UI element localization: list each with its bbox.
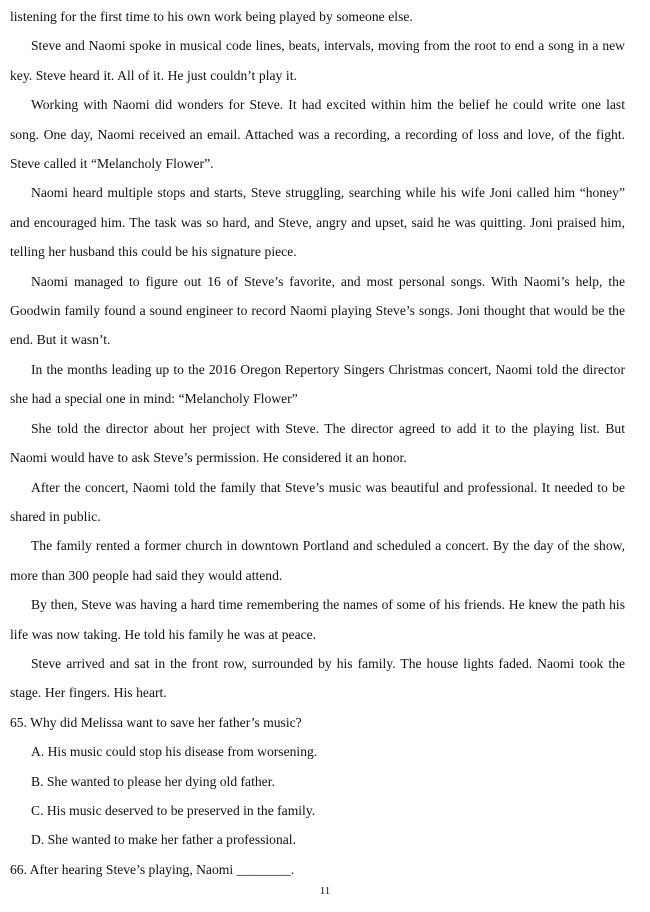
paragraph: The family rented a former church in downtown Portland and scheduled a concert. By the day of the show, more than 300 people had said they would attend. <box>10 538 625 583</box>
question-65-option-d[interactable]: D. She wanted to make her father a professional. <box>31 832 296 848</box>
paragraph: Naomi heard multiple stops and starts, Steve struggling, searching while his wife Joni called him “honey” and encouraged him. The task was so hard, and Steve, angry and upset, said he was quitting. Joni praised him, telling her husband this could be his signature piece. <box>10 185 625 260</box>
paragraph: After the concert, Naomi told the family that Steve’s music was beautiful and professional. It needed to be shared in public. <box>10 479 625 524</box>
paragraph: Naomi managed to figure out 16 of Steve’s favorite, and most personal songs. With Naomi’s help, the Goodwin family found a sound engineer to record Naomi playing Steve’s songs. Joni thought that would be the end. But it wasn’t. <box>10 273 625 348</box>
question-66-stem: 66. After hearing Steve’s playing, Naomi ________. <box>10 861 295 877</box>
question-65-option-c[interactable]: C. His music deserved to be preserved in the family. <box>31 802 316 818</box>
paragraph: In the months leading up to the 2016 Oregon Repertory Singers Christmas concert, Naomi told the director she had a special one in mind: “Melancholy Flower” <box>10 361 625 407</box>
question-65-option-b[interactable]: B. She wanted to please her dying old father. <box>31 773 275 789</box>
paragraph: She told the director about her project with Steve. The director agreed to add it to the playing list. But Naomi would have to ask Steve’s permission. He considered it an honor. <box>10 420 625 466</box>
passage-content <box>10 2 625 884</box>
question-65-option-a[interactable]: A. His music could stop his disease from worsening. <box>31 744 318 760</box>
paragraph: Steve and Naomi spoke in musical code lines, beats, intervals, moving from the root to end a song in a new key. Steve heard it. All of it. He just couldn’t play it. <box>10 38 625 83</box>
paragraph: Working with Naomi did wonders for Steve. It had excited within him the belief he could write one last song. One day, Naomi received an email. Attached was a recording, a recording of loss and love, of the fight. Steve called it “Melancholy Flower”. <box>10 97 625 172</box>
page-number: 11 <box>319 885 331 897</box>
question-65-stem: 65. Why did Melissa want to save her father’s music? <box>10 714 302 730</box>
paragraph-continuation: listening for the first time to his own work being played by someone else. <box>10 9 413 24</box>
paragraph: Steve arrived and sat in the front row, surrounded by his family. The house lights faded. Naomi took the stage. Her fingers. His heart. <box>10 655 625 701</box>
paragraph: By then, Steve was having a hard time remembering the names of some of his friends. He knew the path his life was now taking. He told his family he was at peace. <box>10 597 625 642</box>
